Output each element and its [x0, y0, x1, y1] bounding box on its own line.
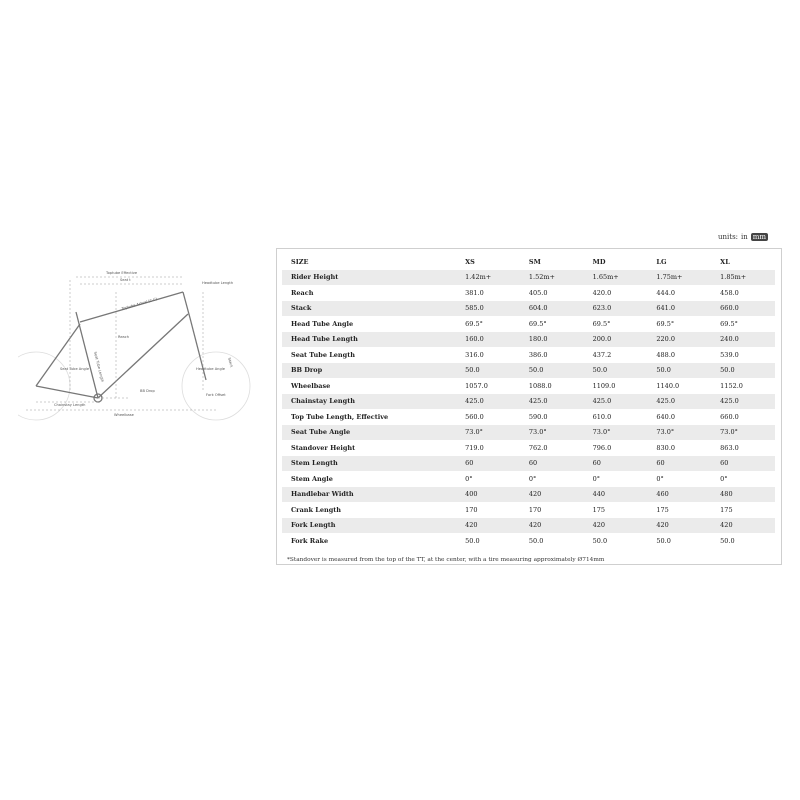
label-headtube-angle: Headtube Angle [196, 367, 225, 371]
standover-footnote: *Standover is measured from the top of the TT, at the center, with a tire measuring approximately Ø714mm [287, 556, 605, 563]
table-cell: 405.0 [528, 288, 548, 297]
label-seat-tube: Seat t [120, 278, 131, 282]
row-label: Chainstay Length [282, 394, 456, 410]
table-cell: 762.0 [528, 443, 548, 452]
label-headtube-length: Headtube Length [202, 281, 234, 285]
label-stack: Stack [227, 357, 234, 368]
table-cell: 440 [584, 487, 648, 503]
table-cell: 425.0 [456, 394, 520, 410]
label-seat-tube-length: Seat Tube Length [93, 351, 105, 383]
table-cell: 590.0 [528, 412, 548, 421]
table-header-row [282, 254, 775, 270]
geometry-table [282, 254, 775, 549]
header-cell: LG [656, 257, 667, 266]
header-cell: XS [465, 257, 475, 266]
head-tube [183, 292, 190, 318]
label-wheelbase: Wheelbase [114, 413, 134, 417]
table-cell: 539.0 [720, 350, 739, 359]
table-cell: 560.0 [465, 412, 484, 421]
table-row [282, 301, 775, 317]
table-row [282, 471, 775, 487]
table-cell: 425.0 [647, 394, 711, 410]
table-cell: 1.85m+ [711, 270, 775, 286]
table-row [282, 502, 775, 518]
geometry-diagram [18, 240, 258, 430]
table-cell: 60 [584, 456, 648, 472]
table-cell: 719.0 [465, 443, 484, 452]
table-cell: 420 [647, 518, 711, 534]
table-cell: 488.0 [656, 350, 676, 359]
table-cell: 240.0 [711, 332, 775, 348]
down-tube [98, 314, 188, 398]
row-label: Seat Tube Length [291, 350, 355, 359]
table-cell: 1.65m+ [584, 270, 648, 286]
label-seat-tube-angle: Seat Tube Angle [60, 367, 90, 371]
table-row [282, 487, 775, 503]
table-row [282, 332, 775, 348]
table-row [282, 316, 775, 332]
label-toptube-actual: Toptube Actual (C-C) [121, 296, 158, 311]
table-cell: 458.0 [720, 288, 739, 297]
table-cell: 640.0 [656, 412, 676, 421]
table-cell: 425.0 [711, 394, 775, 410]
table-cell: 50.0 [584, 363, 648, 379]
table-cell: 604.0 [520, 301, 584, 317]
table-cell: 863.0 [720, 443, 739, 452]
table-cell: 660.0 [711, 301, 775, 317]
table-cell: 73.0° [584, 425, 648, 441]
table-cell: 220.0 [647, 332, 711, 348]
table-cell: 386.0 [528, 350, 548, 359]
chainstay [36, 386, 98, 398]
table-cell: 0° [465, 474, 473, 483]
table-cell: 0° [592, 474, 601, 483]
table-cell: 69.5° [528, 319, 547, 328]
row-label: Rider Height [282, 270, 456, 286]
table-cell: 175 [592, 505, 606, 514]
table-cell: 60 [711, 456, 775, 472]
table-cell: 200.0 [584, 332, 648, 348]
table-cell: 420.0 [592, 288, 612, 297]
table-cell: 60 [647, 456, 711, 472]
table-cell: 50.0 [720, 536, 735, 545]
geometry-table-panel [276, 248, 782, 565]
header-cell: MD [592, 257, 606, 266]
table-row [282, 285, 775, 301]
table-cell: 175 [720, 505, 733, 514]
table-cell: 641.0 [647, 301, 711, 317]
table-cell: 73.0° [711, 425, 775, 441]
table-cell: 50.0 [456, 363, 520, 379]
header-cell: SM [528, 257, 541, 266]
table-cell: 50.0 [656, 536, 671, 545]
table-cell: 0° [720, 474, 728, 483]
table-row [282, 409, 775, 425]
row-label: Seat Tube Angle [282, 425, 456, 441]
table-cell: 73.0° [520, 425, 584, 441]
table-cell: 0° [656, 474, 664, 483]
table-cell: 69.5° [465, 319, 483, 328]
table-cell: 437.2 [592, 350, 612, 359]
table-cell: 585.0 [456, 301, 520, 317]
header-cell: XL [720, 257, 730, 266]
row-label: BB Drop [282, 363, 456, 379]
row-label: Stem Angle [291, 474, 333, 483]
table-cell: 69.5° [720, 319, 738, 328]
table-row [282, 440, 775, 456]
row-label: Stem Length [282, 456, 456, 472]
table-cell: 1.75m+ [647, 270, 711, 286]
table-row [282, 456, 775, 472]
table-cell: 400 [456, 487, 520, 503]
table-cell: 180.0 [520, 332, 584, 348]
row-label: Handlebar Width [282, 487, 456, 503]
table-cell: 60 [456, 456, 520, 472]
table-cell: 420 [520, 487, 584, 503]
table-cell: 1152.0 [720, 381, 743, 390]
table-cell: 316.0 [465, 350, 484, 359]
label-bb-drop: BB Drop [140, 389, 155, 393]
row-label: Fork Rake [291, 536, 329, 545]
label-toptube-effective: Toptube Effective [106, 271, 138, 275]
table-cell: 0° [528, 474, 537, 483]
table-cell: 1057.0 [465, 381, 488, 390]
table-cell: 50.0 [711, 363, 775, 379]
units-toggle [718, 233, 768, 241]
table-row [282, 378, 775, 394]
table-cell: 175 [656, 505, 669, 514]
table-row [282, 363, 775, 379]
row-label: Top Tube Length, Effective [291, 412, 389, 421]
table-cell: 660.0 [720, 412, 739, 421]
table-cell: 170 [528, 505, 542, 514]
table-cell: 1088.0 [528, 381, 552, 390]
table-cell: 69.5° [656, 319, 675, 328]
table-cell: 480 [711, 487, 775, 503]
units-label: units: [718, 233, 739, 241]
table-cell: 1.52m+ [520, 270, 584, 286]
row-label: Head Tube Length [282, 332, 456, 348]
table-cell: 830.0 [656, 443, 676, 452]
table-cell: 425.0 [520, 394, 584, 410]
table-cell: 69.5° [592, 319, 611, 328]
label-chainstay-length: Chainstay Length [54, 403, 86, 407]
table-cell: 50.0 [592, 536, 608, 545]
table-cell: 381.0 [465, 288, 484, 297]
row-label: Stack [282, 301, 456, 317]
table-cell: 444.0 [656, 288, 676, 297]
table-row [282, 394, 775, 410]
table-row [282, 533, 775, 549]
table-cell: 420 [584, 518, 648, 534]
table-cell: 73.0° [647, 425, 711, 441]
table-row [282, 425, 775, 441]
table-cell: 50.0 [520, 363, 584, 379]
table-cell: 160.0 [456, 332, 520, 348]
row-label: Crank Length [291, 505, 342, 514]
row-label: Head Tube Angle [291, 319, 354, 328]
table-cell: 610.0 [592, 412, 612, 421]
table-cell: 170 [465, 505, 478, 514]
table-cell: 1140.0 [656, 381, 680, 390]
row-label: Standover Height [291, 443, 356, 452]
table-cell: 623.0 [584, 301, 648, 317]
table-cell: 1.42m+ [456, 270, 520, 286]
table-cell: 50.0 [528, 536, 544, 545]
table-cell: 50.0 [465, 536, 480, 545]
table-cell: 420 [711, 518, 775, 534]
table-row [282, 518, 775, 534]
units-option-in[interactable]: in [741, 233, 748, 241]
table-cell: 460 [647, 487, 711, 503]
label-reach: Reach [118, 335, 130, 339]
table-cell: 420 [456, 518, 520, 534]
table-cell: 425.0 [584, 394, 648, 410]
table-row [282, 270, 775, 286]
table-cell: 60 [520, 456, 584, 472]
table-cell: 1109.0 [592, 381, 616, 390]
label-fork-offset: Fork Offset [206, 393, 226, 397]
row-label: Reach [291, 288, 314, 297]
table-row [282, 347, 775, 363]
table-cell: 796.0 [592, 443, 612, 452]
row-label: Fork Length [282, 518, 456, 534]
header-cell: SIZE [291, 257, 309, 266]
table-cell: 73.0° [456, 425, 520, 441]
seatstay [36, 324, 80, 386]
row-label: Wheelbase [291, 381, 331, 390]
table-cell: 420 [520, 518, 584, 534]
units-option-mm[interactable]: mm [752, 233, 767, 241]
table-cell: 50.0 [647, 363, 711, 379]
